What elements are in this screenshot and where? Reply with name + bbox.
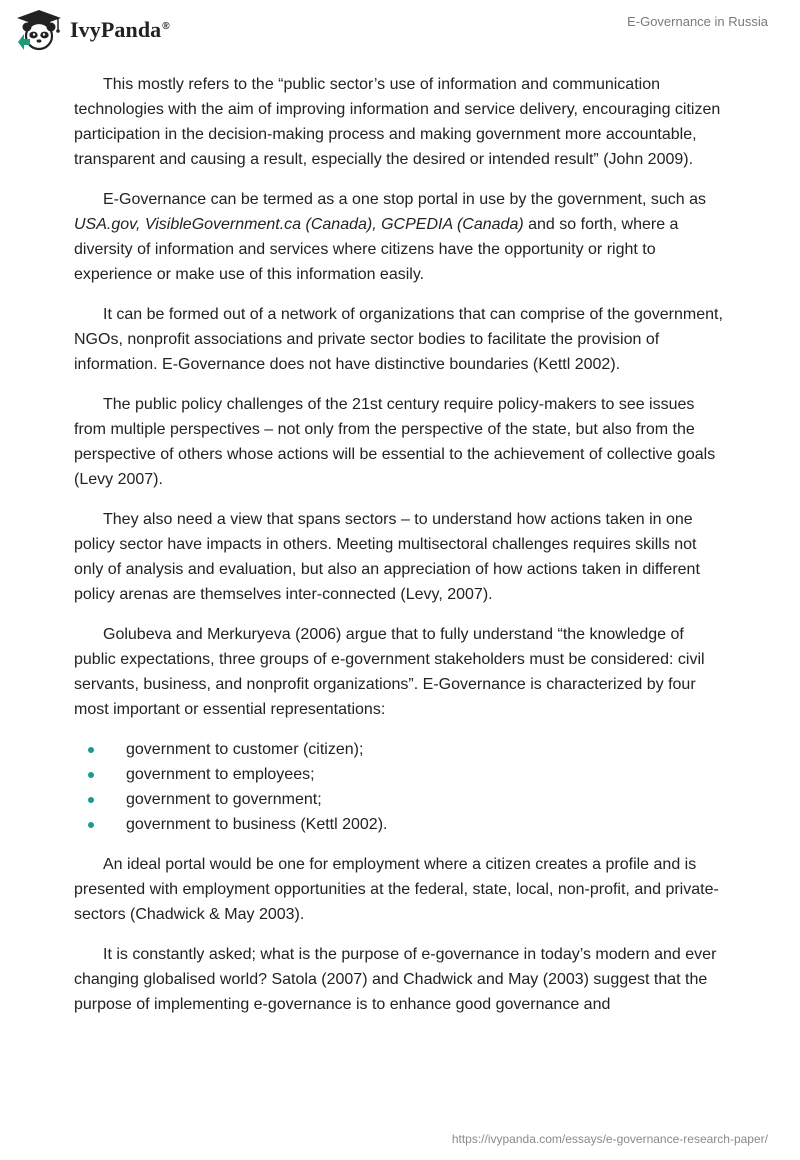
- logo-wordmark: IvyPanda®: [70, 17, 170, 42]
- ivypanda-logo[interactable]: [14, 8, 170, 52]
- paragraph-8: It is constantly asked; what is the purpose of e-governance in today’s modern and ever changing globalised world? Satola (2007) and Chadwick and May (2003) suggest that the purpose of implementing e-governance is to enhance good governance and: [74, 946, 717, 1013]
- bullet-dot: [88, 822, 94, 828]
- paragraph-4: The public policy challenges of the 21st century require policy-makers to see issues from multiple perspectives – not only from the perspective of the state, but also from the perspective of others whose actions will be essential to the achievement of collective goals (Levy 2007).: [74, 396, 716, 488]
- paragraph-6: Golubeva and Merkuryeva (2006) argue that to fully understand “the knowledge of public expectations, three groups of e-government stakeholders must be considered: civil servants, business, and nonprofit organizations”. E-Governance is characterized by four most important or essential representations:: [74, 626, 705, 718]
- bullet-dot: [88, 797, 94, 803]
- paragraph-7: An ideal portal would be one for employment where a citizen creates a profile and is presented with employment opportunities at the federal, state, local, non-profit, and private-sectors (Chadwick & May 2003).: [74, 856, 719, 923]
- running-title: E-Governance in Russia: [627, 14, 768, 29]
- paragraph-5: They also need a view that spans sectors – to understand how actions taken in one policy sector have impacts in others. Meeting multisectoral challenges requires skills not only of analysis and evaluation, but also an appreciation of how actions taken in different policy arenas are themselves inter-connected (Levy, 2007).: [74, 511, 700, 603]
- list-item: [74, 812, 728, 837]
- portal-examples: USA.gov, VisibleGovernment.ca (Canada), GCPEDIA (Canada): [74, 216, 524, 233]
- registered-mark: ®: [162, 20, 170, 32]
- paragraph-1: This mostly refers to the “public sector’s use of information and communication technologies with the aim of improving information and service delivery, encouraging citizen participation in the decision-making process and making government more accountable, transparent and causing a result, especially the desired or intended result” (John 2009).: [74, 76, 721, 168]
- paragraph-2-text-after: and so forth, where a diversity of information and services where citizens have the opportunity or right to experience or make use of this information easily.: [74, 216, 679, 283]
- list-item-text: government to government;: [126, 791, 322, 808]
- paragraph-3: It can be formed out of a network of organizations that can comprise of the government, NGOs, nonprofit associations and private sector bodies to facilitate the provision of information. E-Governance does not have distinctive boundaries (Kettl 2002).: [74, 306, 723, 373]
- list-item-text: government to employees;: [126, 766, 315, 783]
- source-url-link[interactable]: https://ivypanda.com/essays/e-governance-research-paper/: [451, 1132, 768, 1146]
- representations-list: [74, 737, 728, 837]
- list-item: [74, 762, 728, 787]
- essay-body: [74, 72, 728, 1032]
- bullet-dot: [88, 772, 94, 778]
- page-header: [0, 0, 800, 64]
- bullet-dot: [88, 747, 94, 753]
- paragraph-2-text-before: E-Governance can be termed as a one stop portal in use by the government, such as: [103, 191, 707, 208]
- list-item: [74, 737, 728, 762]
- list-item-text: government to customer (citizen);: [126, 741, 364, 758]
- panda-graduate-icon: [14, 8, 64, 52]
- paragraph-2: [74, 187, 728, 287]
- list-item: [74, 787, 728, 812]
- list-item-text: government to business (Kettl 2002).: [126, 816, 388, 833]
